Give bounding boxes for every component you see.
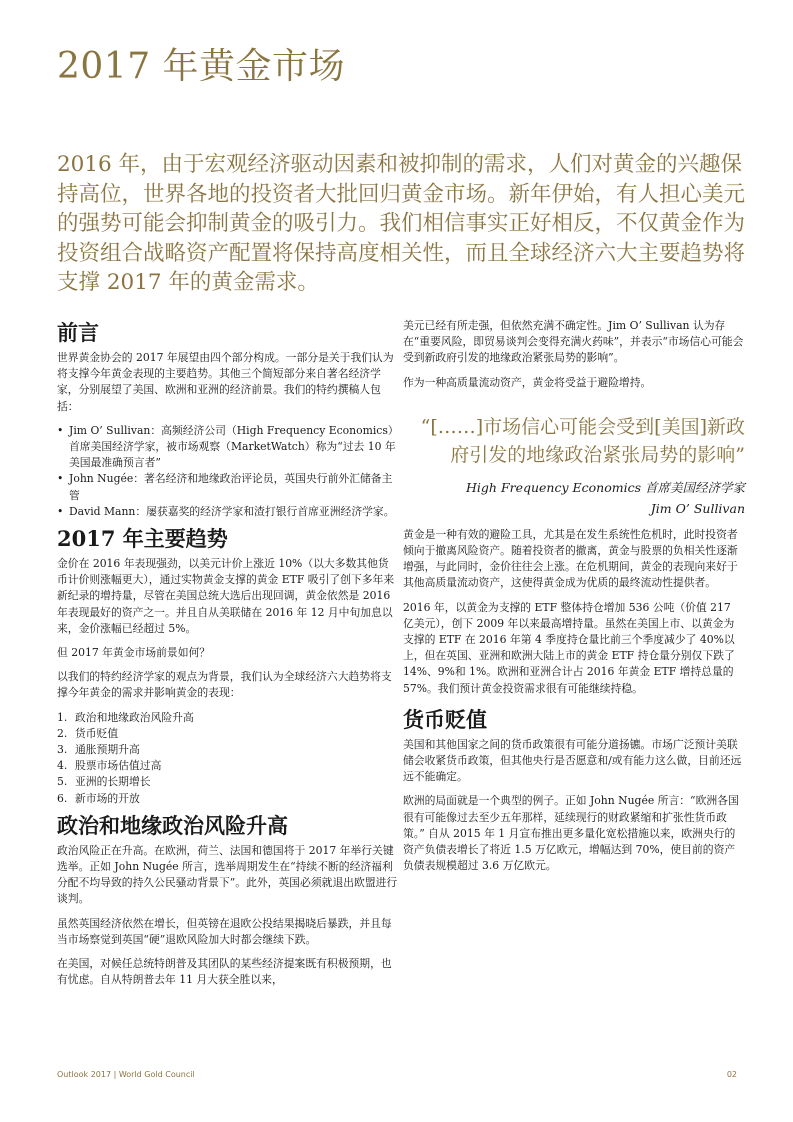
attribution-name: Jim O’ Sullivan xyxy=(650,500,745,516)
trend-number: 5. xyxy=(57,775,68,789)
dollar-paragraph: 美元已经有所走强，但依然充满不确定性。Jim O’ Sullivan 认为存在“重要风险，即贸易谈判会变得充满火药味”，并表示“市场信心可能会受到新政府引发的地缘政治紧张局势的影响”。 xyxy=(403,319,744,365)
trend-text: 通胀预期升高 xyxy=(75,743,140,757)
trends-heading: 2017 年主要趋势 xyxy=(57,526,228,552)
risk-paragraph: 政治风险正在升高。在欧洲，荷兰、法国和德国将于 2017 年举行关键选举。正如 John Nugée 所言，选举周期发生在“持续不断的经济福利分配不均导致的持久公民骚动背景下”。此外，英国必须就退出欧盟进行谈判。 xyxy=(57,843,398,906)
trends-question: 但 2017 年黄金市场前景如何？ xyxy=(57,646,211,660)
trend-text: 股票市场估值过高 xyxy=(75,759,162,773)
left-column xyxy=(57,318,399,997)
safe-haven-paragraph: 作为一种高质量流动资产，黄金将受益于避险增持。 xyxy=(403,375,652,389)
trend-text: 政治和地缘政治风险升高 xyxy=(75,710,194,724)
right-column xyxy=(403,318,745,882)
trend-item xyxy=(57,791,399,807)
etf-paragraph: 2016 年，以黄金为支撑的 ETF 整体持仓增加 536 公吨（价值 217 亿美元），创下 2009 年以来最高增持量。虽然在美国上市、以黄金为支撑的 ETF 在 2016 年第 4 季度持仓量比前三个季度减少了 40%以上，但在英国、亚洲和欧洲大陆上市的黄金 ETF 持仓量分别仅下跌了 14%、9%和 1%。欧洲和亚洲合计占 2016 年黄金 ETF 增持总量的 57%。我们预计黄金投资需求很有可能继续持稳。 xyxy=(403,600,735,695)
trend-item xyxy=(57,742,399,758)
contributor-item: • John Nugée：著名经济和地缘政治评论员，英国央行前外汇储备主管 xyxy=(57,471,399,503)
preface-paragraph: 世界黄金协会的 2017 年展望由四个部分构成。一部分是关于我们认为将支撑今年黄金表现的主要趋势。其他三个简短部分来自著名经济学家，分别展望了美国、欧洲和亚洲的经济前景。我们的特约撰稿人包括： xyxy=(57,351,394,413)
trend-text: 新市场的开放 xyxy=(75,791,140,805)
trend-number: 2. xyxy=(57,726,68,740)
risk-paragraph: 在美国，对候任总统特朗普及其团队的某些经济提案既有积极预期，也有忧虑。自从特朗普去年 11 月大获全胜以来， xyxy=(57,957,392,987)
trend-number: 4. xyxy=(57,759,68,773)
page-number: 02 xyxy=(726,1070,737,1079)
risk-heading: 政治和地缘政治风险升高 xyxy=(57,812,288,838)
preface-heading: 前言 xyxy=(57,320,99,345)
trends-paragraph: 金价在 2016 年表现强劲，以美元计价上涨近 10%（以大多数其他货币计价则涨幅更大），通过实物黄金支撑的黄金 ETF 吸引了创下多年来新纪录的增持量，尽管在美国总统大选后出现回调，黄金依然是 2016 年表现最好的资产之一。并且自从美联储在 2016 年 12 月中旬加息以来，金价涨幅已经超过 5%。 xyxy=(57,557,395,635)
pull-quote xyxy=(403,413,745,519)
intro-paragraph: 2016 年，由于宏观经济驱动因素和被抑制的需求，人们对黄金的兴趣保持高位，世界各地的投资者大批回归黄金市场。新年伊始，有人担心美元的强势可能会抑制黄金的吸引力。我们相信事实正好相反，不仅黄金作为投资组合战略资产配置将保持高度相关性，而且全球经济六大主要趋势将支撑 2017 年的黄金需求。 xyxy=(57,152,746,295)
europe-paragraph: 欧洲的局面就是一个典型的例子。正如 John Nugée 所言：“欧洲各国很有可能像过去至少五年那样，延续现行的财政紧缩和扩张性货币政策。” 自从 2015 年 1 月宣布推出更多量化宽松措施以来，欧洲央行的资产负债表增长了将近 1.5 万亿欧元，增幅达到 70%，使目前的资产负债表规模超过 3.6 万亿欧元。 xyxy=(403,794,739,873)
contributor-item: • David Mann：屡获嘉奖的经济学家和渣打银行首席亚洲经济学家。 xyxy=(57,504,399,520)
trends-list xyxy=(57,710,399,807)
trend-item xyxy=(57,774,399,790)
trend-number: 1. xyxy=(57,710,68,724)
trend-item xyxy=(57,710,399,726)
footer-publication: Outlook 2017 | World Gold Council xyxy=(57,1070,195,1079)
trends-intro: 以我们的特约经济学家的观点为背景，我们认为全球经济六大趋势将支撑今年黄金的需求并影响黄金的表现： xyxy=(57,670,392,700)
currency-paragraph: 美国和其他国家之间的货币政策很有可能分道扬镳。市场广泛预计美联储会收紧货币政策，但其他央行是否愿意和/或有能力这么做，目前还远远不能确定。 xyxy=(403,737,742,784)
pull-quote-text: “[……]市场信心可能会受到[美国]新政府引发的地缘政治紧张局势的影响” xyxy=(420,415,745,466)
trend-text: 货币贬值 xyxy=(75,726,119,740)
trend-item xyxy=(57,758,399,774)
trend-number: 3. xyxy=(57,743,68,757)
attribution-title: High Frequency Economics 首席美国经济学家 xyxy=(466,479,745,495)
trend-number: 6. xyxy=(57,791,68,805)
contributor-item: • Jim O’ Sullivan：高频经济公司（High Frequency Economics）首席美国经济学家，被市场观察（MarketWatch）称为“过去 10 年美国最准确预言者” xyxy=(57,423,399,472)
trend-text: 亚洲的长期增长 xyxy=(75,775,151,789)
page-footer xyxy=(57,1070,737,1079)
pull-quote-attribution xyxy=(403,477,745,519)
trend-item xyxy=(57,726,399,742)
currency-heading: 货币贬值 xyxy=(403,706,487,732)
hedge-paragraph: 黄金是一种有效的避险工具，尤其是在发生系统性危机时，此时投资者倾向于撤离风险资产。随着投资者的撤离，黄金与股票的负相关性逐渐增强，与此同时，金价往往会上涨。在危机期间，黄金的表现向来好于其他高质量流动资产，这使得黄金成为优质的最终流动性提供者。 xyxy=(403,527,738,590)
page-title: 2017 年黄金市场 xyxy=(57,46,346,87)
contributor-list xyxy=(57,423,399,520)
risk-paragraph: 虽然英国经济依然在增长，但英镑在退欧公投结果揭晓后暴跌，并且每当市场察觉到英国“硬”退欧风险加大时都会继续下跌。 xyxy=(57,916,392,946)
